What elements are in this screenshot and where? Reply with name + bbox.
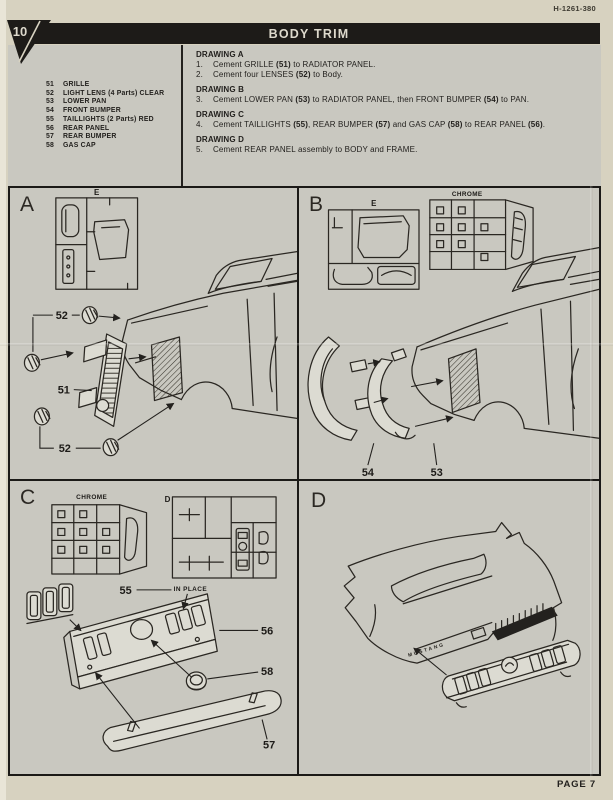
grille-part [79,334,127,426]
callout-rear-panel: 56 [261,625,274,638]
chrome-sprue-label: CHROME [76,493,108,501]
parts-list-row: 54 FRONT BUMPER [46,107,121,115]
drawing-c-illustration [10,481,297,774]
instruction-heading: DRAWING A [196,50,244,59]
drawing-b-illustration [299,188,599,479]
instruction-heading: DRAWING D [196,135,245,144]
rear-panel-assembly [442,640,580,707]
parts-list-row: 53 LOWER PAN [46,98,107,106]
drawing-a-illustration [10,188,297,479]
drawing-b-panel [299,188,599,479]
callout-lens-top: 52 [55,310,68,323]
callout-lower-pan: 53 [430,466,443,479]
instruction-step: 4. Cement TAILLIGHTS (55), REAR BUMPER (57) and GAS CAP (58) to REAR PANEL (56). [196,120,546,129]
front-bumper-part [308,337,372,440]
section-title-bar [18,23,600,44]
callout-lens-bottom: 52 [58,443,71,456]
parts-list-row: 51 GRILLE [46,81,90,88]
drawing-a-panel [10,188,297,479]
car-body-rear [344,523,561,664]
section-title: BODY TRIM [268,26,350,41]
mustang-script: MUSTANG [407,642,446,659]
parts-list [46,81,176,151]
panel-letter-a: A [20,193,35,216]
panel-letter-b: B [309,193,324,216]
parts-list-row: 58 GAS CAP [46,141,96,149]
instruction-step: 3. Cement LOWER PAN (53) to RADIATOR PANEL, then FRONT BUMPER (54) to PAN. [196,95,530,104]
assembly-instructions [196,50,548,155]
chrome-sprue-label: CHROME [451,190,483,198]
sprue-e-label: E [371,198,377,208]
drawings-grid [8,186,601,776]
instruction-step: 1. Cement GRILLE (51) to RADIATOR PANEL. [196,60,376,69]
parts-list-row: 55 TAILLIGHTS (2 Parts) RED [46,115,154,123]
car-body-front [122,252,297,419]
instruction-heading: DRAWING C [196,110,245,119]
drawing-c-panel [10,481,297,774]
paper-edge [0,0,6,800]
callout-front-bumper: 54 [361,466,374,479]
rear-bumper-part [103,691,281,751]
sprue-d-inset [172,497,276,578]
callout-taillights: 55 [119,584,132,597]
instruction-step: 2. Cement four LENSES (52) to Body. [196,70,344,79]
panel-letter-c: C [20,486,36,509]
page-number: PAGE 7 [557,779,596,790]
panel-letter-d: D [311,489,327,512]
sprue-d-label: D [164,494,171,504]
drawing-d-illustration [299,481,599,774]
sprue-e-label: E [94,188,100,197]
parts-list-row: 57 REAR BUMPER [46,133,117,141]
sprue-e-inset [329,210,419,289]
document-code: H-1261-380 [553,4,596,13]
car-body-front [412,248,599,439]
parts-list-row: 56 REAR PANEL [46,124,110,132]
instruction-step: 5. Cement REAR PANEL assembly to BODY and FRAME. [196,145,418,154]
in-place-label: IN PLACE [173,585,208,593]
instruction-heading: DRAWING B [196,85,245,94]
step-number-badge [5,18,53,66]
callout-gas-cap: 58 [261,666,274,679]
step-number: 10 [12,24,28,39]
parts-instructions-divider [181,45,183,187]
taillight-part [27,584,73,624]
sprue-e-inset [56,198,138,289]
callout-grille: 51 [57,384,70,397]
chrome-sprue [430,200,533,270]
chrome-sprue [52,505,147,574]
parts-list-row: 52 LIGHT LENS (4 Parts) CLEAR [46,89,165,97]
callout-rear-bumper: 57 [263,739,276,752]
drawing-d-panel [299,481,599,774]
